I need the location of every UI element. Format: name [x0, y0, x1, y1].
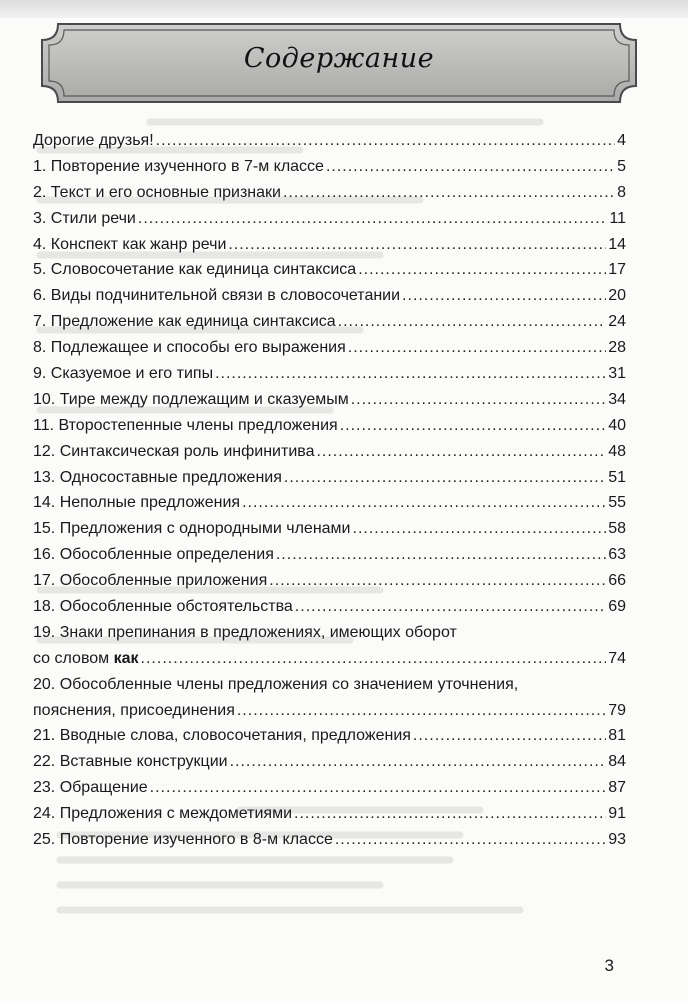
toc-entry-title: 5. Словосочетание как единица синтаксиса	[33, 261, 357, 279]
toc-entry	[33, 516, 626, 542]
toc-entry-title: Дорогие друзья!	[33, 132, 154, 149]
dot-leader	[335, 827, 606, 853]
dot-leader	[230, 749, 607, 775]
toc-entry	[33, 128, 626, 154]
toc-entry	[33, 465, 626, 491]
dot-leader	[402, 283, 606, 309]
toc-entry-page: 34	[608, 390, 626, 408]
dot-leader	[242, 490, 606, 516]
toc-entry-title: 1. Повторение изученного в 7-м классе	[33, 157, 324, 175]
toc-entry	[33, 206, 626, 232]
toc-entry	[33, 439, 626, 465]
toc-entry	[33, 257, 626, 283]
toc-entry-page: 24	[608, 313, 626, 331]
toc-entry-page: 63	[608, 546, 626, 564]
toc-entry-page: 84	[608, 753, 626, 771]
toc-entry-title: 17. Обособленные приложения	[33, 572, 268, 590]
dot-leader	[326, 154, 615, 180]
toc-entry-page: 58	[608, 520, 626, 538]
toc-entry-page: 55	[608, 494, 626, 512]
toc-entry-title-line1: 19. Знаки препинания в предложениях, имеющих оборот	[33, 623, 457, 641]
page-title: Содержание	[243, 43, 435, 74]
toc-entry	[33, 361, 626, 387]
toc-entry	[33, 620, 626, 672]
page-top-edge	[0, 0, 688, 18]
toc-entry-title: 13. Односоставные предложения	[33, 468, 282, 486]
toc-entry-page: 51	[608, 468, 626, 486]
toc-entry-title: 23. Обращение	[33, 779, 148, 797]
dot-leader	[215, 361, 606, 387]
toc-entry-title-bold-word: как	[113, 649, 139, 667]
toc-entry-page: 31	[608, 365, 626, 383]
toc-entry-page: 79	[608, 701, 626, 719]
dot-leader	[269, 568, 606, 594]
toc-entry	[33, 827, 626, 853]
toc-entry-title: 16. Обособленные определения	[33, 546, 274, 564]
toc-entry-title: 14. Неполные предложения	[33, 494, 241, 512]
dot-leader	[150, 775, 607, 801]
toc-entry-page: 81	[608, 727, 626, 745]
toc-entry-page: 28	[608, 339, 626, 357]
dot-leader	[316, 439, 606, 465]
toc-entry	[33, 594, 626, 620]
toc-entry-page: 69	[608, 598, 626, 616]
dot-leader	[283, 180, 615, 206]
toc-entry	[33, 801, 626, 827]
toc-entry-page: 66	[608, 572, 626, 590]
toc-entry-page: 87	[608, 779, 626, 797]
toc-entry-title: 21. Вводные слова, словосочетания, предложения	[33, 727, 411, 745]
toc-entry-title: 7. Предложение как единица синтаксиса	[33, 313, 336, 331]
dot-leader	[156, 128, 615, 154]
toc-entry-title: 22. Вставные конструкции	[33, 753, 228, 771]
toc-entry-page: 48	[608, 442, 626, 460]
toc-entry	[33, 335, 626, 361]
dot-leader	[237, 698, 606, 724]
toc-entry-page: 93	[608, 831, 626, 849]
dot-leader	[284, 465, 606, 491]
dot-leader	[338, 309, 607, 335]
dot-leader	[141, 646, 607, 672]
toc-entry-title: 6. Виды подчинительной связи в словосочетании	[33, 287, 401, 305]
dot-leader	[138, 206, 608, 232]
toc-entry-page: 74	[608, 649, 626, 667]
toc-entry-title	[33, 646, 139, 672]
toc-entry-title: 10. Тире между подлежащим и сказуемым	[33, 390, 349, 408]
toc-entry-title: 15. Предложения с однородными членами	[33, 520, 351, 538]
toc-entry	[33, 775, 626, 801]
dot-leader	[353, 516, 607, 542]
toc-entry	[33, 490, 626, 516]
dot-leader	[276, 542, 606, 568]
dot-leader	[228, 232, 606, 258]
toc-entry-title: 11. Второстепенные члены предложения	[33, 416, 338, 434]
toc-entry	[33, 723, 626, 749]
toc-entry-title: 4. Конспект как жанр речи	[33, 235, 227, 253]
dot-leader	[340, 413, 607, 439]
dot-leader	[351, 387, 606, 413]
dot-leader	[294, 801, 606, 827]
toc-entry	[33, 283, 626, 309]
toc-entry-title: 2. Текст и его основные признаки	[33, 183, 281, 201]
toc-entry	[33, 672, 626, 724]
toc-entry	[33, 568, 626, 594]
toc-entry-page: 14	[608, 235, 626, 253]
table-of-contents	[33, 128, 626, 853]
toc-entry	[33, 180, 626, 206]
dot-leader	[348, 335, 606, 361]
title-banner	[40, 22, 638, 104]
toc-entry-title: 8. Подлежащее и способы его выражения	[33, 339, 346, 357]
toc-entry-title: 12. Синтаксическая роль инфинитива	[33, 442, 315, 460]
toc-entry	[33, 309, 626, 335]
toc-entry	[33, 749, 626, 775]
toc-entry-page: 17	[608, 261, 626, 279]
toc-entry-page: 11	[609, 209, 626, 227]
toc-entry	[33, 542, 626, 568]
toc-entry-page: 91	[608, 805, 626, 823]
toc-entry	[33, 232, 626, 258]
toc-entry-title: 3. Стили речи	[33, 209, 136, 227]
toc-entry-page: 20	[608, 287, 626, 305]
toc-entry	[33, 413, 626, 439]
toc-entry-title: 25. Повторение изученного в 8-м классе	[33, 831, 333, 849]
toc-entry-title: 24. Предложения с междометиями	[33, 805, 293, 823]
toc-entry	[33, 154, 626, 180]
dot-leader	[358, 257, 606, 283]
dot-leader	[295, 594, 606, 620]
toc-entry	[33, 387, 626, 413]
toc-entry-page: 4	[617, 132, 626, 149]
toc-entry-title: пояснения, присоединения	[33, 701, 235, 719]
toc-entry-page: 5	[617, 157, 626, 175]
page-number: 3	[604, 956, 614, 975]
dot-leader	[413, 723, 606, 749]
toc-entry-title-prefix: со словом	[33, 649, 114, 667]
toc-entry-title: 18. Обособленные обстоятельства	[33, 598, 293, 616]
toc-entry-title-line1: 20. Обособленные члены предложения со значением уточнения,	[33, 675, 519, 693]
toc-entry-page: 40	[608, 416, 626, 434]
toc-entry-title: 9. Сказуемое и его типы	[33, 365, 214, 383]
toc-entry-page: 8	[617, 183, 626, 201]
